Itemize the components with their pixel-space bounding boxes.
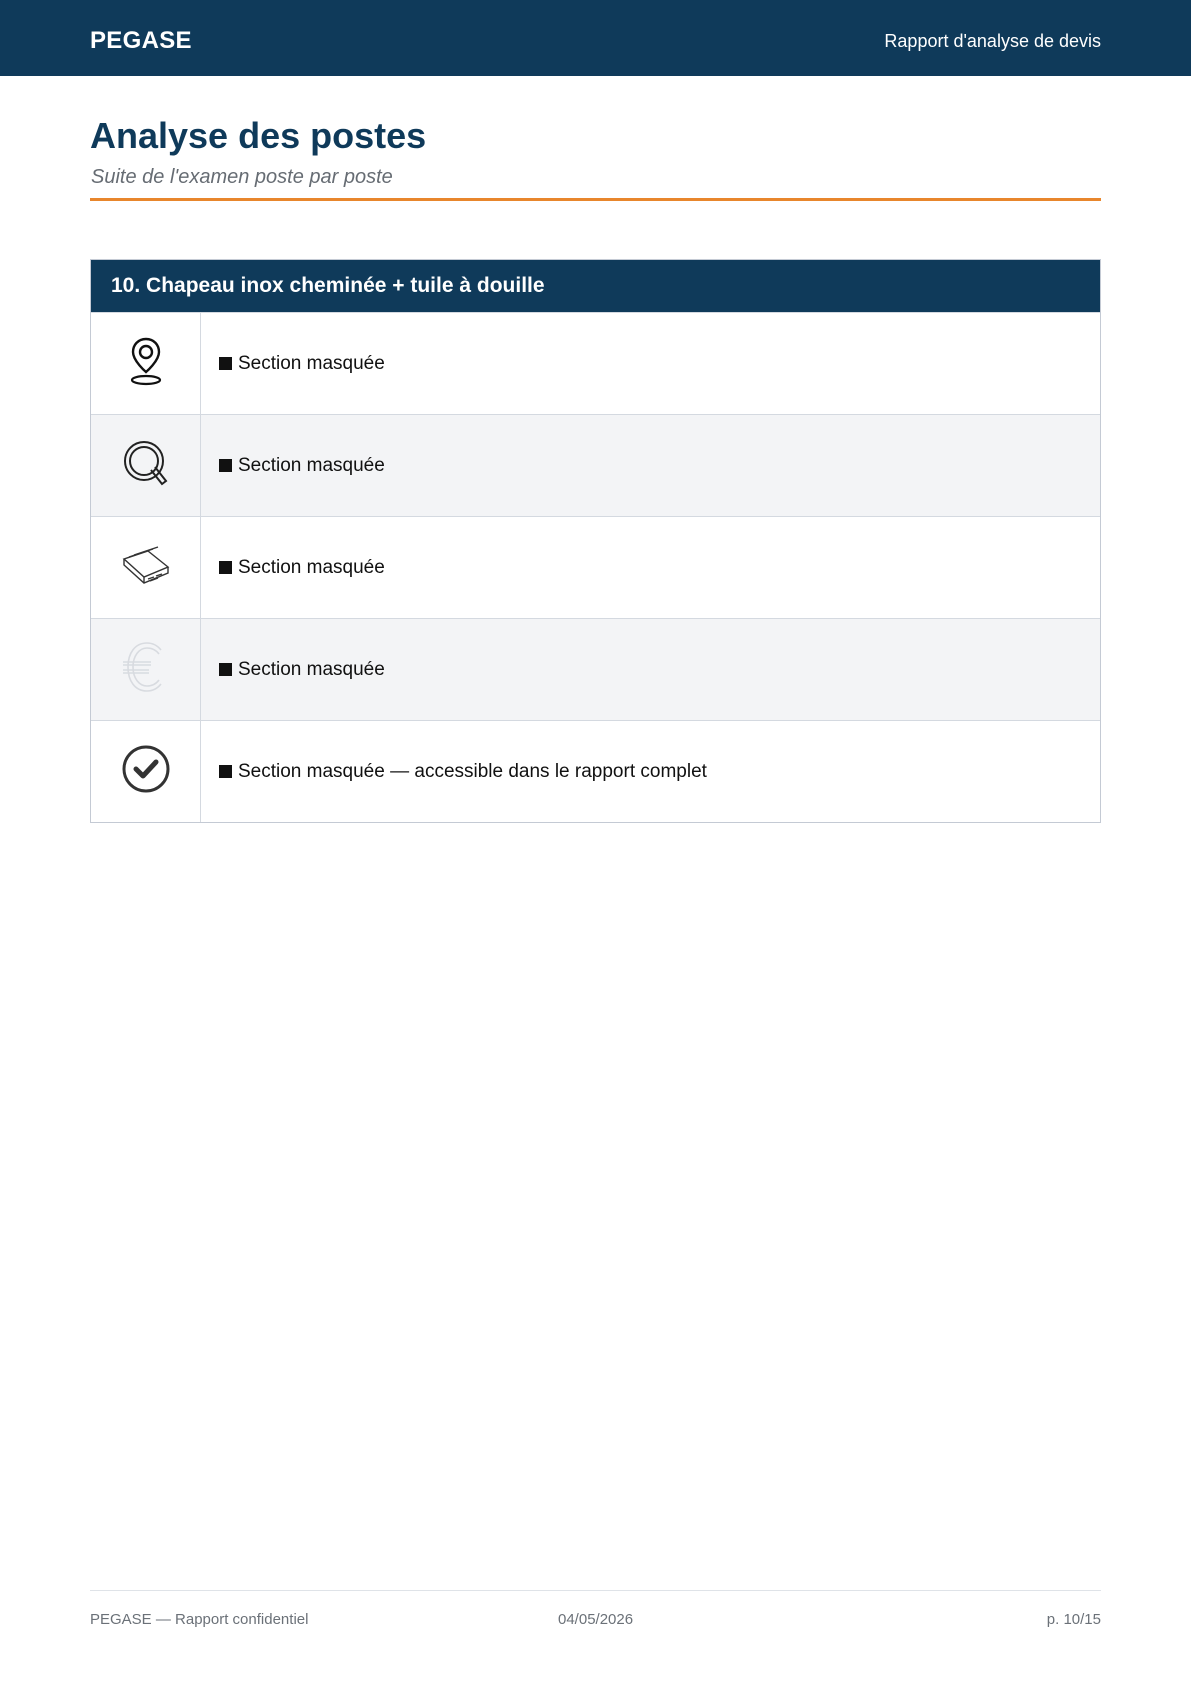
bullet-square [219, 663, 232, 676]
section-text: Section masquée [238, 658, 385, 680]
row-icon-cell [91, 517, 201, 618]
top-bar [0, 0, 1191, 76]
location-pin-icon [128, 336, 164, 391]
quality-magnifier-icon [122, 437, 170, 494]
materials-stack-icon [120, 545, 172, 590]
brand-logo: PEGASE [90, 27, 192, 54]
bullet-square [219, 561, 232, 574]
row-icon-cell [91, 721, 201, 822]
page-title: Analyse des postes [90, 115, 427, 156]
footer-page-number: p. 10/15 [1046, 1611, 1101, 1628]
bullet-square [219, 765, 232, 778]
section-row [91, 312, 1100, 414]
footer-divider [90, 1590, 1101, 1591]
euro-icon [121, 640, 171, 699]
page-subtitle: Suite de l'examen poste par poste [91, 166, 393, 188]
section-text: Section masquée [238, 454, 385, 476]
row-icon-cell [91, 619, 201, 720]
row-icon-cell [91, 415, 201, 516]
check-circle-icon [121, 744, 171, 799]
item-card [90, 259, 1101, 823]
title-divider [90, 198, 1101, 201]
bullet-square [219, 459, 232, 472]
section-row [91, 618, 1100, 720]
footer-date: 04/05/2026 [558, 1611, 634, 1628]
section-text: Section masquée — accessible dans le rapport complet [238, 760, 707, 782]
row-icon-cell [91, 313, 201, 414]
section-row [91, 516, 1100, 618]
item-card-title: 10. Chapeau inox cheminée + tuile à douille [91, 260, 1100, 312]
section-text: Section masquée [238, 352, 385, 374]
section-row [91, 720, 1100, 822]
footer-confidential: PEGASE — Rapport confidentiel [90, 1611, 309, 1628]
bullet-square [219, 357, 232, 370]
section-text: Section masquée [238, 556, 385, 578]
section-row [91, 414, 1100, 516]
report-title: Rapport d'analyse de devis [884, 31, 1101, 51]
